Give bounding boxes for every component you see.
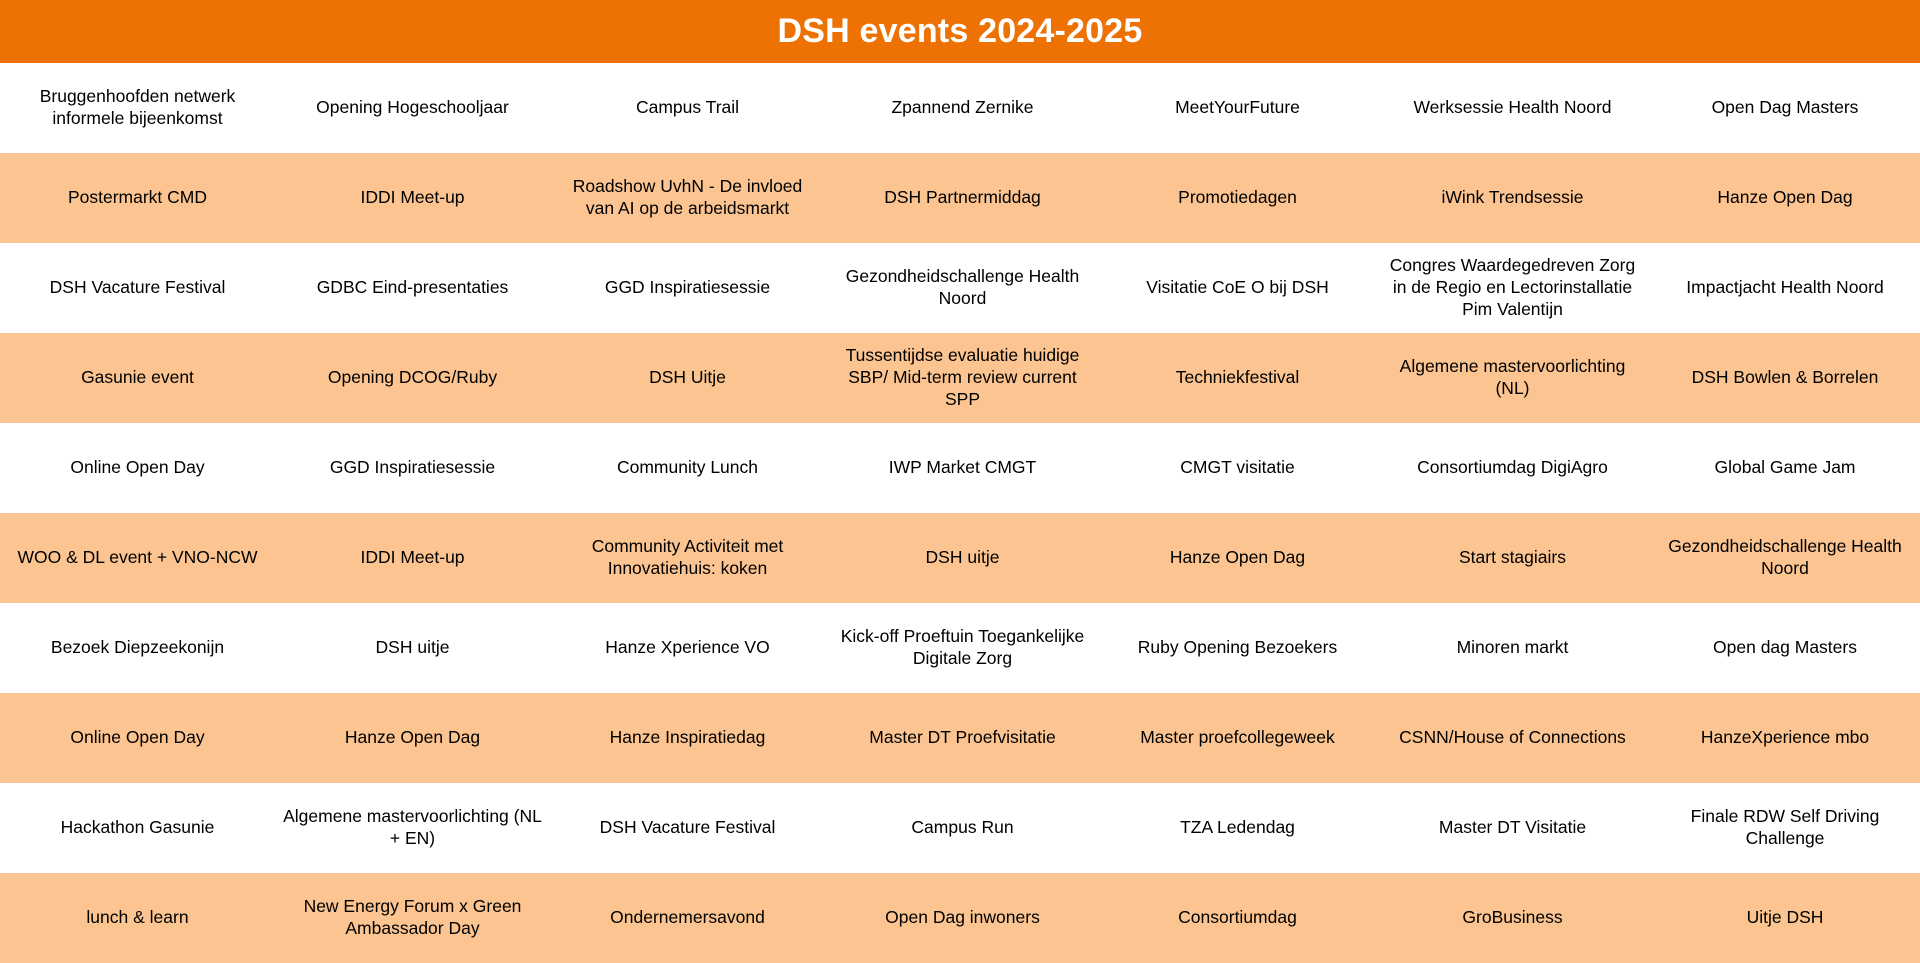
table-row — [0, 513, 1920, 603]
event-cell: Master DT Visitatie — [1375, 783, 1650, 873]
event-cell: GGD Inspiratiesessie — [275, 423, 550, 513]
event-cell: Visitatie CoE O bij DSH — [1100, 243, 1375, 333]
table-row — [0, 873, 1920, 963]
events-table-body — [0, 63, 1920, 963]
table-row — [0, 603, 1920, 693]
event-cell: Community Lunch — [550, 423, 825, 513]
event-cell: Hanze Inspiratiedag — [550, 693, 825, 783]
event-cell: Gezondheidschallenge Health Noord — [1650, 513, 1920, 603]
event-cell: Algemene mastervoorlichting (NL + EN) — [275, 783, 550, 873]
table-row — [0, 783, 1920, 873]
event-cell: Hanze Open Dag — [275, 693, 550, 783]
event-cell: Ruby Opening Bezoekers — [1100, 603, 1375, 693]
event-cell: Campus Run — [825, 783, 1100, 873]
event-cell: Congres Waardegedreven Zorg in de Regio en Lectorinstallatie Pim Valentijn — [1375, 243, 1650, 333]
event-cell: Werksessie Health Noord — [1375, 63, 1650, 153]
event-cell: GDBC Eind-presentaties — [275, 243, 550, 333]
event-cell: DSH Uitje — [550, 333, 825, 423]
event-cell: Online Open Day — [0, 693, 275, 783]
event-cell: WOO & DL event + VNO-NCW — [0, 513, 275, 603]
event-cell: Hackathon Gasunie — [0, 783, 275, 873]
event-cell: Postermarkt CMD — [0, 153, 275, 243]
event-cell: Opening Hogeschooljaar — [275, 63, 550, 153]
event-cell: DSH Vacature Festival — [550, 783, 825, 873]
event-cell: Online Open Day — [0, 423, 275, 513]
event-cell: Kick-off Proeftuin Toegankelijke Digitale Zorg — [825, 603, 1100, 693]
event-cell: Global Game Jam — [1650, 423, 1920, 513]
event-cell: Consortiumdag — [1100, 873, 1375, 963]
event-cell: Consortiumdag DigiAgro — [1375, 423, 1650, 513]
event-cell: lunch & learn — [0, 873, 275, 963]
event-cell: MeetYourFuture — [1100, 63, 1375, 153]
event-cell: TZA Ledendag — [1100, 783, 1375, 873]
event-cell: Zpannend Zernike — [825, 63, 1100, 153]
event-cell: GroBusiness — [1375, 873, 1650, 963]
event-cell: New Energy Forum x Green Ambassador Day — [275, 873, 550, 963]
event-cell: Algemene mastervoorlichting (NL) — [1375, 333, 1650, 423]
event-cell: Open dag Masters — [1650, 603, 1920, 693]
event-cell: Techniekfestival — [1100, 333, 1375, 423]
event-cell: Promotiedagen — [1100, 153, 1375, 243]
event-cell: Minoren markt — [1375, 603, 1650, 693]
event-cell: Campus Trail — [550, 63, 825, 153]
event-cell: CSNN/House of Connections — [1375, 693, 1650, 783]
event-cell: DSH uitje — [275, 603, 550, 693]
table-row — [0, 243, 1920, 333]
table-row — [0, 63, 1920, 153]
event-cell: Community Activiteit met Innovatiehuis: koken — [550, 513, 825, 603]
event-cell: Open Dag inwoners — [825, 873, 1100, 963]
event-cell: Bezoek Diepzeekonijn — [0, 603, 275, 693]
event-cell: iWink Trendsessie — [1375, 153, 1650, 243]
event-cell: DSH Bowlen & Borrelen — [1650, 333, 1920, 423]
event-cell: DSH Vacature Festival — [0, 243, 275, 333]
event-cell: Hanze Open Dag — [1100, 513, 1375, 603]
event-cell: Gezondheidschallenge Health Noord — [825, 243, 1100, 333]
event-cell: Start stagiairs — [1375, 513, 1650, 603]
table-row — [0, 423, 1920, 513]
table-row — [0, 153, 1920, 243]
event-cell: Hanze Xperience VO — [550, 603, 825, 693]
event-cell: GGD Inspiratiesessie — [550, 243, 825, 333]
table-row — [0, 333, 1920, 423]
page-title: DSH events 2024-2025 — [0, 0, 1920, 63]
event-cell: Gasunie event — [0, 333, 275, 423]
event-cell: HanzeXperience mbo — [1650, 693, 1920, 783]
event-cell: Open Dag Masters — [1650, 63, 1920, 153]
table-row — [0, 693, 1920, 783]
event-cell: Hanze Open Dag — [1650, 153, 1920, 243]
event-cell: DSH uitje — [825, 513, 1100, 603]
event-cell: Finale RDW Self Driving Challenge — [1650, 783, 1920, 873]
event-cell: DSH Partnermiddag — [825, 153, 1100, 243]
event-cell: Ondernemersavond — [550, 873, 825, 963]
event-cell: IDDI Meet-up — [275, 153, 550, 243]
event-cell: Roadshow UvhN - De invloed van AI op de arbeidsmarkt — [550, 153, 825, 243]
event-cell: IDDI Meet-up — [275, 513, 550, 603]
event-cell: Bruggenhoofden netwerk informele bijeenkomst — [0, 63, 275, 153]
event-cell: CMGT visitatie — [1100, 423, 1375, 513]
event-cell: IWP Market CMGT — [825, 423, 1100, 513]
event-cell: Impactjacht Health Noord — [1650, 243, 1920, 333]
event-cell: Opening DCOG/Ruby — [275, 333, 550, 423]
event-cell: Uitje DSH — [1650, 873, 1920, 963]
event-cell: Master DT Proefvisitatie — [825, 693, 1100, 783]
events-table — [0, 63, 1920, 963]
event-cell: Tussentijdse evaluatie huidige SBP/ Mid-term review current SPP — [825, 333, 1100, 423]
event-cell: Master proefcollegeweek — [1100, 693, 1375, 783]
